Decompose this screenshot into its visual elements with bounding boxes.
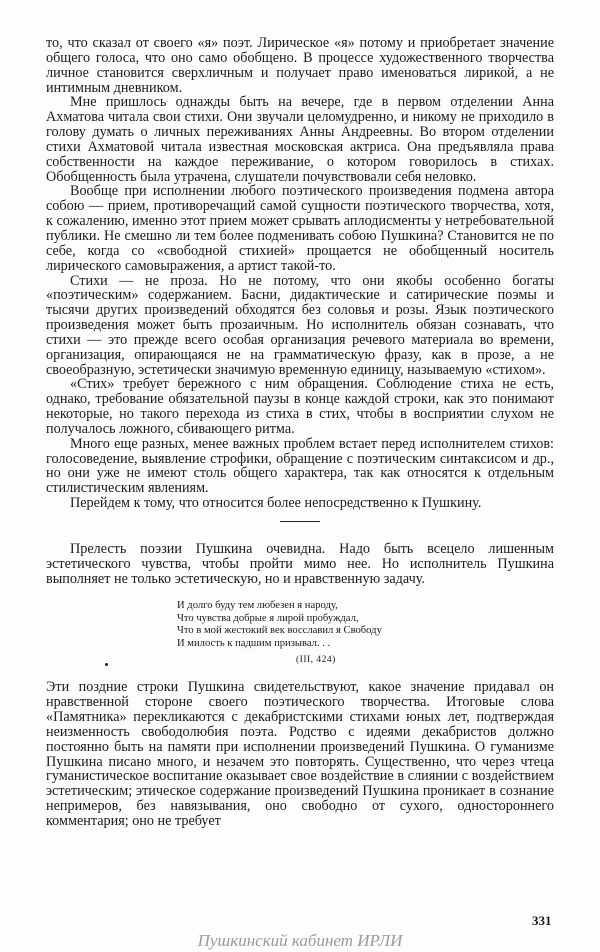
print-speck [105,663,108,666]
paragraph-transition: Перейдем к тому, что относится более непосредственно к Пушкину. [70,495,482,512]
verse-quote [177,600,554,650]
verse-line: Что чувства добрые я лирой пробуждал, [177,612,359,624]
paragraph-intro: Прелесть поэзии Пушкина очевидна. Надо быть всецело лишенным эстетического чувства, чтобы пройти мимо нее. Но исполнитель Пушкина выполняет не только эстетическую, но и нравственную задачу. [46,541,554,588]
paragraph-verse-not-prose: Стихи — не проза. Но не потому, что они якобы особенно богаты «поэтическим» содержанием. Басни, дидактические и сатирические поэмы и тысячи других произведений обходятся без соловья и розы. Язык поэтического произведения может быть прозаичным. Но исполнитель обязан сознавать, что стихи — это прежде всего особая организация речевого материала во времени, организация, опирающаяся не на грамматическую фразу, как в прозе, а не своеобразную, эстетически значимую временную единицу, называемую «стихом». [46,272,554,378]
paragraph-stikh: «Стих» требует бережного с ним обращения. Соблюдение стиха не есть, однако, требование обязательной паузы в конце каждой строки, как это понимают некоторые, но такого перехода из стиха в стих, чтобы в восприятии слухом не получалось ложного, сбивающего ритма. [46,376,554,437]
paragraph-continuation: то, что сказал от своего «я» поэт. Лирическое «я» потому и приобретает значение общего голоса, что оно само обобщено. В процессе художественного творчества личное становится сверхличным и получает право именоваться лирикой, а не интимным дневником. [46,35,554,96]
page-number: 331 [532,913,552,928]
paragraph-substitution: Вообще при исполнении любого поэтического произведения подмена автора собою — прием, противоречащий самой сущности поэтического творчества, хотя, к сожалению, именно этот прием может срывать аплодисменты у нетребовательной публики. Не смешно ли тем более подменивать собою Пушкина? Становится не по себе, когда со «свободной стихией» прощается не обобщенный носитель лирического самовыражения, а артист такой-то. [46,183,554,274]
paragraph-closing: Эти поздние строки Пушкина свидетельствуют, какое значение придавал он нравственной стороне своего поэтического творчества. Итоговые слова «Памятника» перекликаются с декабристскими стихами юных лет, подтверждая неизменность свободолюбия поэта. Родство с идеями декабристов должно постоянно быть на памяти при исполнении произведений Пушкина. О гуманизме Пушкина писано много, и незачем это повторять. Существенно, что через чтеца гуманистическое воспитание оказывает свое воздействие в слиянии с воздействием эстетическим; этическое содержание произведений Пушкина проникает в сознание непримеров, без навязывания, оно свободно от сухого, одностороннего комментария; оно не требует [46,679,554,829]
watermark: Пушкинский кабинет ИРЛИ [197,931,403,950]
verse-line: Что в мой жестокий век восславил я Свободу [177,625,382,637]
verse-line: И долго буду тем любезен я народу, [177,599,338,611]
verse-reference: (III, 424) [296,655,336,666]
section-separator [280,521,320,522]
verse-line: И милость к падшим призывал. . . [177,637,331,649]
page-body [46,36,554,829]
paragraph-akhmatova: Мне пришлось однажды быть на вечере, где в первом отделении Анна Ахматова читала свои стихи. Они звучали целомудренно, и никому не приходило в голову думать о личных переживаниях Анны Андреевны. Во втором отделении стихи Ахматовой читала известная московская актриса. Она предъявляла права собственности на каждое переживание, о котором говорилось в стихах. Обобщенность была утрачена, слушатели почувствовали себя неловко. [46,94,554,185]
paragraph-problems: Много еще разных, менее важных проблем встает перед исполнителем стихов: голосоведение, выявление строфики, обращение с поэтическим синтаксисом и др., но они уже не имеют столь общего характера, так как относятся к отдельным стилистическим явлениям. [46,435,554,497]
